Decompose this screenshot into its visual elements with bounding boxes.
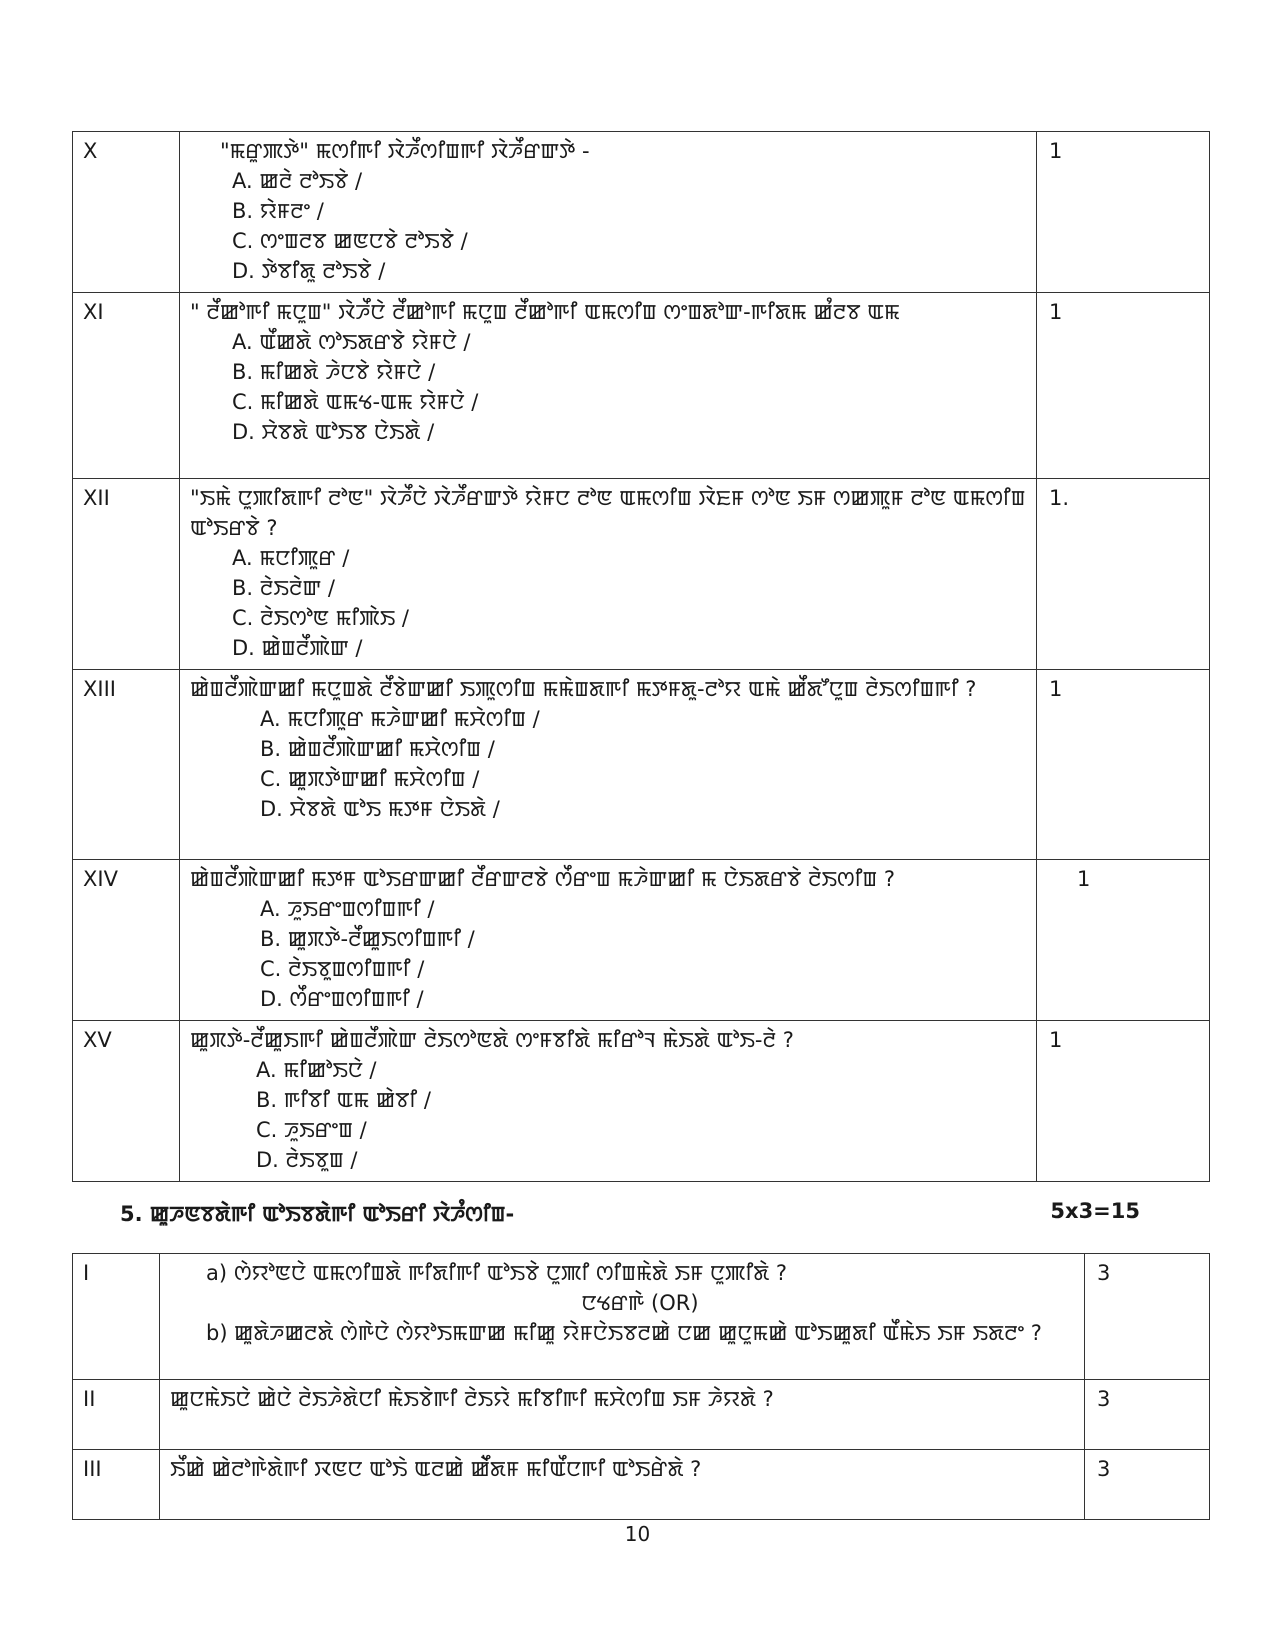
sub-text: ꯁꯥꯌꯣꯟꯅꯥ ꯑꯃꯁꯤꯡꯗꯥ ꯒꯤꯗꯤꯒꯤ ꯑꯣꯏꯕꯥ ꯅꯨꯄꯤ ꯁꯤꯡꯃꯥꯗꯥ ꯏꯝ ꯅꯨꯄꯤꯗꯥ ? <box>234 1261 788 1285</box>
option: B. ꯃꯤꯀꯗꯥ ꯍꯥꯅꯕꯥ ꯌꯥꯝꯅꯥ / <box>232 360 436 384</box>
question-cell <box>160 1450 1085 1520</box>
option: B. ꯂꯥꯏꯂꯥꯛ / <box>232 576 335 600</box>
option: A. ꯃꯤꯀꯣꯏꯅꯥ / <box>256 1058 377 1082</box>
question-text: "ꯏꯃꯥ ꯅꯨꯄꯤꯗꯒꯤ ꯂꯣꯟ" ꯋꯥꯍꯩꯅꯥ ꯋꯥꯍꯩꯔꯛꯇꯥ ꯌꯥꯝꯅ ꯂꯣꯟ ꯑꯃꯁꯤꯡ ꯋꯥꯐꯝ ꯁꯣꯟ ꯏꯝ ꯁꯀꯄꯨꯝ ꯂꯣꯟ ꯑꯃꯁꯤꯡ ꯑꯣꯏꯔꯕꯥ ? <box>190 486 1026 540</box>
option: D. ꯂꯥꯏꯕꯨꯡ / <box>256 1148 358 1172</box>
question-cell <box>180 1021 1037 1182</box>
question-number: X <box>73 132 180 293</box>
section-heading <box>120 1199 1140 1228</box>
question-text: ꯀꯨꯞꯇꯥ-ꯂꯩꯀꯨꯏꯒꯤ ꯀꯥꯡꯂꯩꯄꯥꯛ ꯂꯥꯏꯁꯣꯟꯗꯥ ꯁꯦꯝꯕꯤꯗꯥ ꯃꯤꯔꯣꯜ ꯃꯥꯏꯗꯥ ꯑꯣꯏ-ꯂꯥ ? <box>190 1028 794 1052</box>
option: C. ꯀꯨꯞꯇꯥꯛꯀꯤ ꯃꯆꯥꯁꯤꯡ / <box>260 767 480 791</box>
question-text: ꯏꯩꯀꯥ ꯀꯥꯂꯣꯒꯥꯗꯥꯒꯤ ꯋꯟꯅ ꯑꯣꯏꯥ ꯑꯂꯀꯥ ꯀꯥꯩꯗꯝ ꯃꯤꯑꯩꯅꯒꯤ ꯑꯣꯏꯔꯥꯗꯥ ? <box>170 1457 702 1481</box>
option: B. ꯀꯥꯡꯂꯩꯄꯥꯛꯀꯤ ꯃꯆꯥꯁꯤꯡ / <box>260 737 495 761</box>
table-row <box>73 1254 1210 1380</box>
question-number: XI <box>73 293 180 479</box>
section-marks: 5x3=15 <box>1050 1199 1140 1223</box>
option: C. ꯂꯥꯏꯕꯨꯡꯁꯤꯡꯒꯤ / <box>260 957 425 981</box>
sub-question <box>206 1258 1074 1288</box>
questions-table-2 <box>72 1253 1210 1520</box>
table-row <box>73 293 1210 479</box>
option: D. ꯆꯥꯕꯗꯥ ꯑꯣꯏꯕ ꯅꯥꯏꯗꯥ / <box>232 420 435 444</box>
table-row <box>73 1380 1210 1450</box>
question-number: II <box>73 1380 160 1450</box>
sub-question <box>206 1318 1074 1348</box>
marks: 1 <box>1037 132 1210 293</box>
option: D. ꯁꯩꯔꯦꯡꯁꯤꯡꯒꯤ / <box>260 987 424 1011</box>
marks: 1. <box>1037 479 1210 670</box>
question-cell <box>180 670 1037 860</box>
marks: 1 <box>1037 1021 1210 1182</box>
question-cell <box>160 1254 1085 1380</box>
option: D. ꯆꯥꯕꯗꯥ ꯑꯣꯏ ꯃꯇꯝ ꯅꯥꯏꯗꯥ / <box>260 797 500 821</box>
question-text: " ꯂꯩꯀꯣꯒꯤ ꯃꯅꯨꯡ" ꯋꯥꯍꯩꯅꯥ ꯂꯩꯀꯣꯒꯤ ꯃꯅꯨꯡ ꯂꯩꯀꯣꯒꯤ ꯑꯃꯁꯤꯡ ꯁꯦꯡꯗꯣꯛ-ꯒꯤꯗꯃ ꯀꯪꯂꯕ ꯑꯃ <box>190 300 900 324</box>
question-text: ꯀꯨꯅꯃꯥꯏꯅꯥ ꯀꯥꯅꯥ ꯂꯥꯏꯍꯥꯗꯥꯅꯤ ꯃꯥꯏꯕꯥꯒꯤ ꯂꯥꯏꯌꯥ ꯃꯤꯕꯤꯒꯤ ꯃꯆꯥꯁꯤꯡ ꯏꯝ ꯍꯥꯌꯗꯥ ? <box>170 1387 774 1411</box>
option: C. ꯁꯦꯡꯂꯕ ꯀꯟꯅꯕꯥ ꯂꯣꯏꯕꯥ / <box>232 229 468 253</box>
marks: 3 <box>1085 1254 1210 1380</box>
marks: 1 <box>1037 670 1210 860</box>
page-number: 10 <box>624 1522 651 1546</box>
question-cell <box>160 1380 1085 1450</box>
sub-label: a) <box>206 1261 228 1285</box>
question-number: I <box>73 1254 160 1380</box>
table-row <box>73 670 1210 860</box>
table-row <box>73 1021 1210 1182</box>
option: A. ꯀꯂꯥ ꯂꯣꯏꯕꯥ / <box>232 169 363 193</box>
option: C. ꯃꯤꯀꯗꯥ ꯑꯃꯠ-ꯑꯃ ꯌꯥꯝꯅꯥ / <box>232 390 479 414</box>
marks: 1 <box>1037 860 1210 1021</box>
or-divider: ꯅꯠꯔꯒꯥ (OR) <box>581 1291 699 1315</box>
table-row <box>73 132 1210 293</box>
question-cell <box>180 860 1037 1021</box>
question-number: XIV <box>73 860 180 1021</box>
option: C. ꯍꯨꯏꯔꯦꯡ / <box>256 1118 367 1142</box>
question-number: XV <box>73 1021 180 1182</box>
table-row <box>73 1450 1210 1520</box>
marks: 1 <box>1037 293 1210 479</box>
option: D. ꯇꯥꯕꯤꯗꯨ ꯂꯣꯏꯕꯥ / <box>232 259 386 283</box>
table-row <box>73 860 1210 1021</box>
option: D. ꯀꯥꯡꯂꯩꯄꯥꯛ / <box>232 636 363 660</box>
option: B. ꯀꯨꯞꯇꯥ-ꯂꯩꯀꯨꯏꯁꯤꯡꯒꯤ / <box>260 927 475 951</box>
question-number: III <box>73 1450 160 1520</box>
option: A. ꯃꯅꯤꯄꯨꯔ / <box>232 546 350 570</box>
option: B. ꯌꯥꯝꯂꯦ / <box>232 199 324 223</box>
sub-text: ꯀꯨꯗꯥꯍꯀꯂꯗꯥ ꯁꯥꯒꯥꯅꯥ ꯁꯥꯌꯣꯏꯃꯛꯀ ꯃꯤꯀꯨ ꯌꯥꯝꯅꯥꯏꯕꯂꯀꯥ ꯅꯀ ꯀꯨꯅꯨꯃꯀꯥ ꯑꯣꯏꯀꯨꯗꯤ ꯑꯩꯃꯥꯏ ꯏꯝ ꯏꯗꯂꯦ ? <box>234 1321 1042 1345</box>
question-cell <box>180 479 1037 670</box>
question-text: ꯀꯥꯡꯂꯩꯄꯥꯛꯀꯤ ꯃꯇꯝ ꯑꯣꯏꯔꯛꯀꯤ ꯂꯩꯔꯛꯂꯕꯥ ꯁꯩꯔꯦꯡ ꯃꯍꯥꯛꯀꯤ ꯃ ꯅꯥꯏꯗꯔꯕꯥ ꯂꯥꯏꯁꯤꯡ ? <box>190 867 896 891</box>
option: A. ꯃꯅꯤꯄꯨꯔ ꯃꯍꯥꯛꯀꯤ ꯃꯆꯥꯁꯤꯡ / <box>260 707 540 731</box>
option: C. ꯂꯥꯏꯁꯣꯟ ꯃꯤꯄꯥꯏ / <box>232 606 409 630</box>
question-cell <box>180 132 1037 293</box>
questions-table-1 <box>72 131 1210 1182</box>
table-row <box>73 479 1210 670</box>
marks: 3 <box>1085 1450 1210 1520</box>
option: B. ꯒꯤꯕꯤ ꯑꯃ ꯀꯥꯕꯤ / <box>256 1088 431 1112</box>
question-text: "ꯃꯔꯨꯄꯇꯥ" ꯃꯁꯤꯒꯤ ꯋꯥꯍꯩꯁꯤꯡꯒꯤ ꯋꯥꯍꯩꯔꯛꯇꯥ - <box>220 139 590 163</box>
marks: 3 <box>1085 1380 1210 1450</box>
question-number: XIII <box>73 670 180 860</box>
question-cell <box>180 293 1037 479</box>
question-number: XII <box>73 479 180 670</box>
question-text: ꯀꯥꯡꯂꯩꯄꯥꯛꯀꯤ ꯃꯅꯨꯡꯗꯥ ꯂꯩꯕꯥꯛꯀꯤ ꯏꯄꯨꯁꯤꯡ ꯃꯃꯥꯡꯗꯒꯤ ꯃꯇꯝꯗꯨ-ꯂꯣꯌ ꯑꯃꯥ ꯀꯩꯗꯧꯅꯨꯡ ꯂꯥꯏꯁꯤꯡꯒꯤ ? <box>190 677 977 701</box>
option: A. ꯍꯨꯏꯔꯦꯡꯁꯤꯡꯒꯤ / <box>260 897 435 921</box>
option: A. ꯑꯩꯀꯗꯥ ꯁꯣꯏꯗꯔꯕꯥ ꯌꯥꯝꯅꯥ / <box>232 330 471 354</box>
section-title: 5. ꯀꯨꯍꯟꯕꯗꯥꯒꯤ ꯑꯣꯏꯕꯗꯥꯒꯤ ꯑꯣꯏꯔꯤ ꯋꯥꯍꯪꯁꯤꯡ- <box>120 1202 515 1226</box>
sub-label: b) <box>206 1321 228 1345</box>
